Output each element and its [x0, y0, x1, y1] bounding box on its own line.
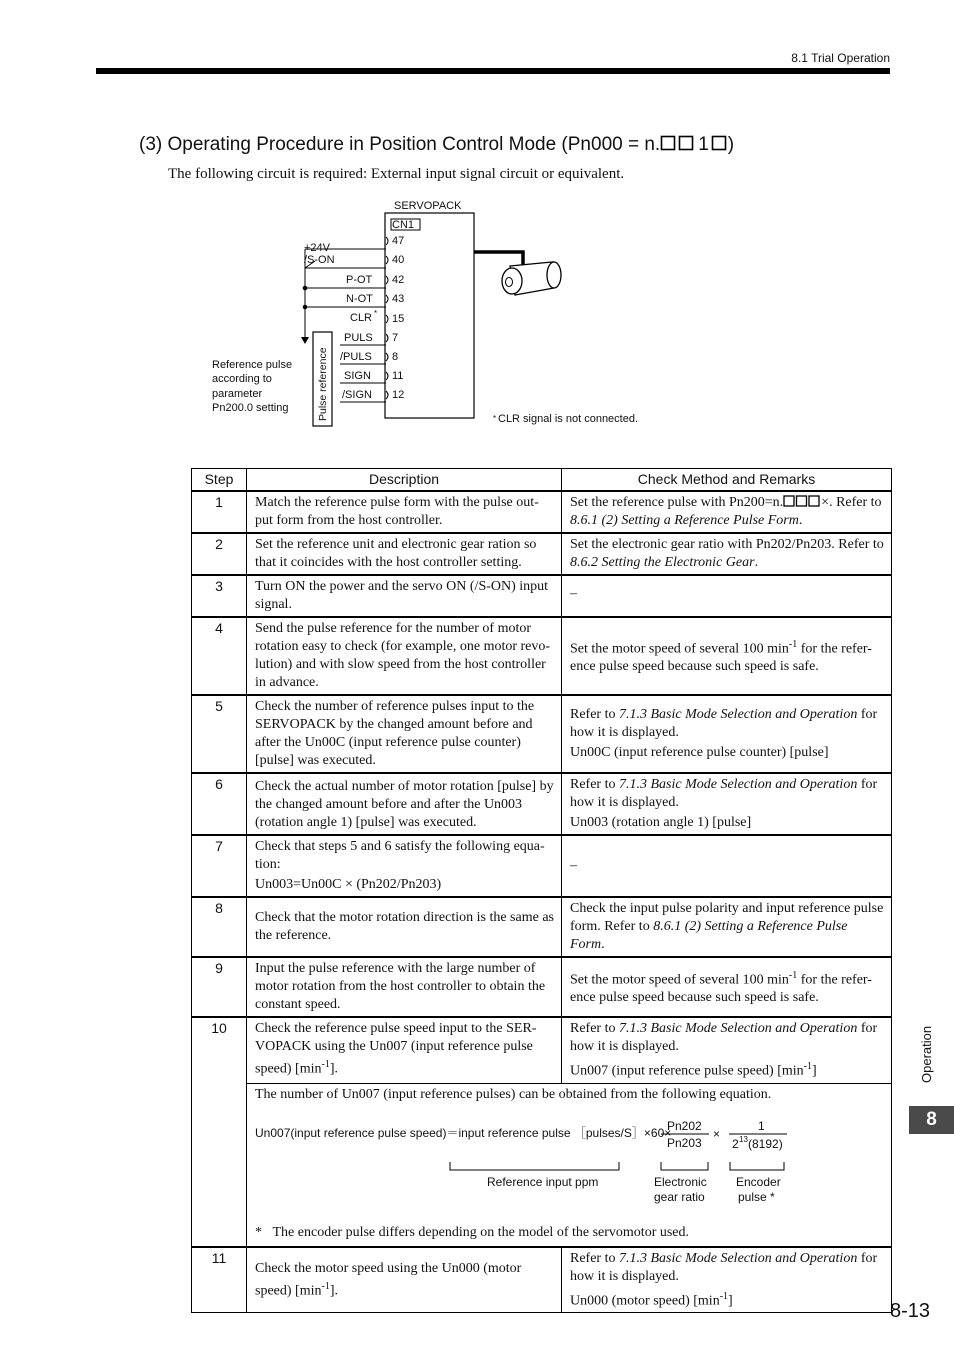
title-digit: 1 [698, 134, 709, 155]
pin-40: 40 [392, 254, 405, 266]
table-row [192, 835, 892, 897]
pin-8: 8 [392, 351, 399, 363]
encoder-note-star: * [255, 1224, 262, 1240]
chapter-tab: 8 [909, 1106, 954, 1134]
step-description: Check that the motor rotation direction is the same as the reference. [247, 897, 562, 957]
nsign-label: /SIGN [342, 389, 372, 401]
step-check: Refer to 7.1.3 Basic Mode Selection and Operation for how it is displayed. Un00C (input reference pulse counter) [pulse] [562, 695, 892, 773]
step-description: Input the pulse reference with the large number of motor rotation from the host controller to obtain the constant speed. [247, 957, 562, 1017]
pin-42: 42 [392, 274, 405, 286]
step-description: Turn ON the power and the servo ON (/S-ON) input signal. [247, 575, 562, 617]
not-label: N-OT [346, 293, 373, 305]
pin-43: 43 [392, 293, 405, 305]
son-label: /S-ON [304, 254, 335, 266]
step-number: 7 [192, 835, 247, 897]
header-rule [96, 68, 890, 74]
step-check: – [562, 835, 892, 897]
clr-label: CLR [350, 312, 373, 324]
pin-numbers [392, 235, 404, 401]
step-check: Refer to 7.1.3 Basic Mode Selection and Operation for how it is displayed. Un007 (input reference pulse speed) $[\min^{-1}]$ [562, 1017, 892, 1083]
table-row [192, 773, 892, 835]
step-description: Check the reference pulse speed input to the SER-VOPACK using the Un007 (input reference pulse speed) $[\min^{-1}]$. [247, 1017, 562, 1083]
ground-arrow-icon [301, 337, 309, 344]
table-row [192, 1247, 892, 1313]
chapter-side-label: Operation [919, 1025, 934, 1083]
encoder-note [247, 1224, 891, 1246]
header-step: Step [192, 469, 247, 492]
puls-label: PULS [344, 332, 373, 344]
step-number: 5 [192, 695, 247, 773]
label-reference-ppm: Reference input ppm [487, 1174, 599, 1189]
table-row [192, 533, 892, 575]
step-number: 11 [192, 1247, 247, 1313]
step-number: 6 [192, 773, 247, 835]
pin-12: 12 [392, 389, 405, 401]
pin-47: 47 [392, 235, 405, 247]
table-header-row [192, 469, 892, 492]
step-description: Check the motor speed using the Un000 (motor speed) $[\min^{-1}]$. [247, 1247, 562, 1313]
step-check: Set the reference pulse with Pn200=n. ×. Refer to 8.6.1 (2) Setting a Reference Pulse Form. [562, 491, 892, 533]
equation-main: Un007(input reference pulse speed)＝input reference pulse ［pulses/S］×60× [255, 1125, 672, 1140]
pot-label: P-OT [346, 274, 373, 286]
title-suffix: ) [727, 134, 735, 155]
equation-pn202: Pn202 [667, 1118, 702, 1133]
step-check: – [562, 575, 892, 617]
page-number: 8-13 [889, 1300, 930, 1322]
table-row [192, 491, 892, 533]
table-row [192, 695, 892, 773]
step-number: 4 [192, 617, 247, 695]
step-number: 3 [192, 575, 247, 617]
step-description: Match the reference pulse form with the pulse out-put form from the host controller. [247, 491, 562, 533]
encoder-note-text: The encoder pulse differs depending on the model of the servomotor used. [272, 1224, 690, 1240]
label-pulse: pulse * [738, 1189, 775, 1204]
step-check: Set the motor speed of several 100 $\min^{-1}$ for the refer-ence pulse speed because such speed is safe. [562, 617, 892, 695]
equation-pn203: Pn203 [667, 1135, 702, 1150]
equation-8192: (8192) [748, 1136, 783, 1151]
sign-label: SIGN [344, 370, 371, 382]
step-check: Check the input pulse polarity and input reference pulse form. Refer to 8.6.1 (2) Setting a Reference Pulse Form. [562, 897, 892, 957]
step-check: Set the motor speed of several 100 $\min^{-1}$ for the refer-ence pulse speed because such speed is safe. [562, 957, 892, 1017]
pulse-reference-label: Pulse reference [317, 347, 329, 421]
clr-star: * [374, 309, 378, 318]
reference-note [212, 359, 292, 414]
npuls-label: /PULS [340, 351, 372, 363]
table-row [192, 1017, 892, 1083]
box-placeholder-icon [783, 495, 821, 507]
table-row [192, 897, 892, 957]
step-description: Check the actual number of motor rotation [pulse] by the changed amount before and after the Un003 (rotation angle 1) [pulse] was executed. [247, 773, 562, 835]
servopack-label: SERVOPACK [394, 200, 462, 212]
equation-exponent: 13 [739, 1134, 748, 1144]
table-row-equation [192, 1083, 892, 1247]
intro-text: The following circuit is required: External input signal circuit or equivalent. [168, 166, 625, 182]
reference-note-line: Pn200.0 setting [212, 402, 289, 414]
section-title [139, 134, 734, 156]
step-number: 9 [192, 957, 247, 1017]
pin-11: 11 [392, 370, 404, 382]
title-prefix: (3) Operating Procedure in Position Control Mode (Pn000 = n. [139, 134, 661, 155]
header-description: Description [247, 469, 562, 492]
pin-7: 7 [392, 332, 399, 344]
equation-one: 1 [758, 1118, 765, 1133]
wiring-diagram [205, 195, 675, 435]
step-description: Check that steps 5 and 6 satisfy the following equa-tion: Un003=Un00C × (Pn202/Pn203) [247, 835, 562, 897]
step-number: 8 [192, 897, 247, 957]
bracket-lines [450, 1162, 784, 1170]
step-number: 10 [192, 1017, 247, 1247]
reference-note-line: parameter [212, 388, 263, 400]
equation-two: 2 [732, 1136, 739, 1151]
step-number: 1 [192, 491, 247, 533]
label-gear-ratio: gear ratio [654, 1189, 705, 1204]
table-row [192, 617, 892, 695]
equation-cell [247, 1083, 892, 1247]
label-electronic: Electronic [654, 1174, 707, 1189]
reference-note-line: according to [212, 373, 272, 385]
step-description: Check the number of reference pulses input to the SERVOPACK by the changed amount before and after the Un00C (input reference pulse counter) [pulse] was executed. [247, 695, 562, 773]
pin-15: 15 [392, 313, 405, 325]
equation-times: × [713, 1126, 721, 1141]
procedure-table [191, 468, 892, 1313]
step-check: Refer to 7.1.3 Basic Mode Selection and Operation for how it is displayed. Un000 (motor speed) $[\min^{-1}]$ [562, 1247, 892, 1313]
running-header: 8.1 Trial Operation [791, 51, 890, 65]
step-number: 2 [192, 533, 247, 575]
v24-label: +24V [304, 242, 330, 254]
step-description: Set the reference unit and electronic gear ration so that it coincides with the host controller setting. [247, 533, 562, 575]
equation-intro: The number of Un007 (input reference pulses) can be obtained from the following equation. [255, 1086, 772, 1102]
step-description: Send the pulse reference for the number of motor rotation easy to check (for example, one motor revo-lution) and with slow speed from the host controller in advance. [247, 617, 562, 695]
box-placeholder-icon [660, 135, 698, 151]
reference-note-line: Reference pulse [212, 359, 293, 371]
equation-figure [247, 1104, 883, 1224]
label-encoder: Encoder [736, 1174, 781, 1189]
step-check: Set the electronic gear ratio with Pn202/Pn203. Refer to 8.6.2 Setting the Electronic Gear. [562, 533, 892, 575]
header-check-method: Check Method and Remarks [562, 469, 892, 492]
step-check: Refer to 7.1.3 Basic Mode Selection and Operation for how it is displayed. Un003 (rotation angle 1) [pulse] [562, 773, 892, 835]
cn1-label: CN1 [392, 219, 415, 231]
table-row [192, 575, 892, 617]
clr-note-star: * [493, 414, 497, 423]
table-row [192, 957, 892, 1017]
clr-note: CLR signal is not connected. [498, 413, 639, 425]
servomotor-icon [502, 262, 561, 295]
pin-connectors [386, 237, 388, 399]
box-placeholder-icon [709, 135, 728, 151]
